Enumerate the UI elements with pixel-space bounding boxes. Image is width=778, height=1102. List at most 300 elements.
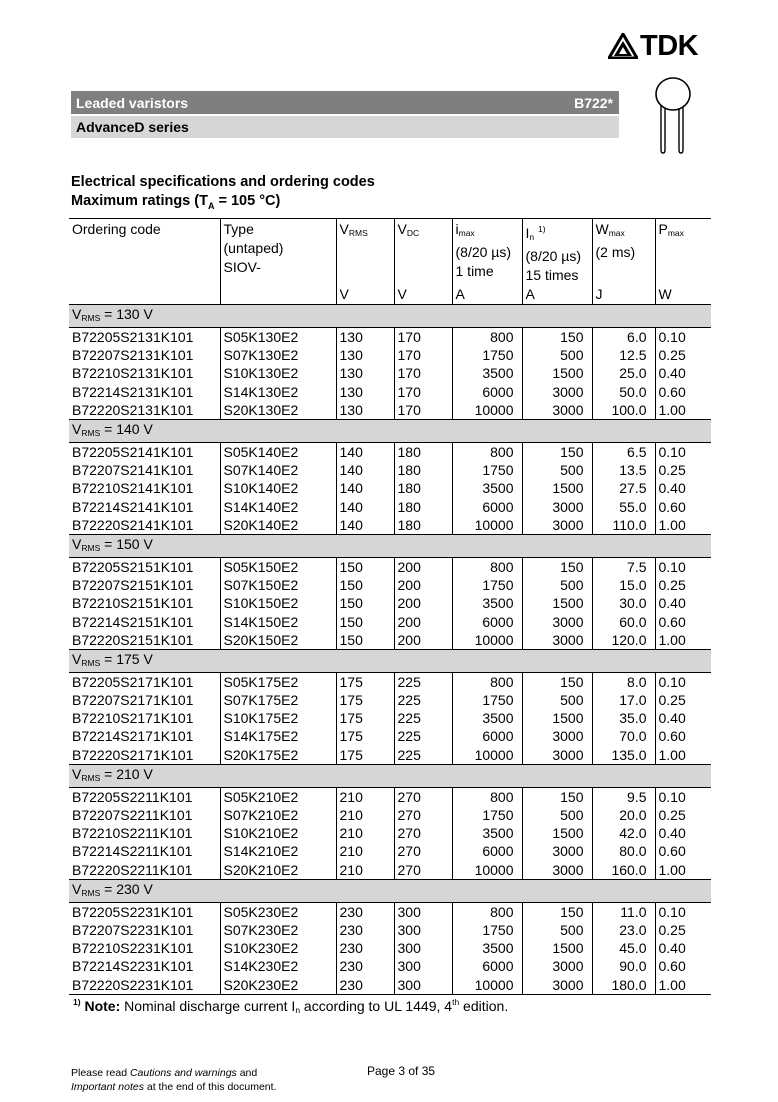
section-heading — [71, 173, 375, 216]
table-cell: 0.25 — [655, 346, 711, 364]
table-cell: 3500 — [452, 824, 522, 842]
table-row — [69, 921, 711, 939]
table-cell: 60.0 — [592, 612, 655, 630]
table-row — [69, 557, 711, 576]
table-row — [69, 576, 711, 594]
table-cell: 180 — [394, 498, 452, 516]
table-cell: 3000 — [522, 861, 592, 880]
table-row — [69, 939, 711, 957]
product-title: Leaded varistors — [76, 94, 189, 111]
table-cell: 800 — [452, 787, 522, 806]
table-cell: 6.0 — [592, 328, 655, 347]
table-cell: B72207S2141K101 — [72, 462, 194, 479]
table-cell: S20K150E2 — [220, 631, 336, 650]
table-cell: 3000 — [522, 612, 592, 630]
table-cell: S05K140E2 — [220, 442, 336, 461]
table-cell: 140 — [336, 516, 394, 535]
table-cell: B72214S2131K101 — [72, 383, 194, 400]
table-cell: 500 — [522, 461, 592, 479]
table-row — [69, 672, 711, 691]
table-cell: S14K150E2 — [220, 612, 336, 630]
table-cell: 500 — [522, 921, 592, 939]
table-cell: 10000 — [452, 401, 522, 420]
table-cell: S14K130E2 — [220, 383, 336, 401]
col-ordering-code: Ordering code — [69, 219, 220, 286]
table-cell: 6000 — [452, 727, 522, 745]
table-cell: B72214S2231K101 — [72, 958, 194, 975]
table-row — [69, 709, 711, 727]
table-cell: 140 — [336, 442, 394, 461]
table-cell: 3000 — [522, 842, 592, 860]
table-cell: 45.0 — [592, 939, 655, 957]
table-cell: 3000 — [522, 746, 592, 765]
table-cell: 1750 — [452, 346, 522, 364]
table-row — [69, 594, 711, 612]
table-cell: 23.0 — [592, 921, 655, 939]
table-row — [69, 957, 711, 975]
table-cell: B72210S2171K101 — [72, 710, 194, 727]
table-cell: 0.60 — [655, 612, 711, 630]
table-cell: B72220S2171K101 — [72, 746, 194, 763]
table-cell: B72205S2151K101 — [69, 557, 220, 576]
table-cell: 170 — [394, 383, 452, 401]
table-cell: 6000 — [452, 842, 522, 860]
table-cell: 230 — [336, 902, 394, 921]
table-cell: B72207S2131K101 — [72, 347, 194, 364]
table-row — [69, 328, 711, 347]
table-cell: S05K210E2 — [220, 787, 336, 806]
group-header-row — [69, 649, 711, 672]
table-cell: 3000 — [522, 383, 592, 401]
table-cell: 500 — [522, 346, 592, 364]
table-cell: 300 — [394, 921, 452, 939]
table-cell: 170 — [394, 401, 452, 420]
table-cell: 1500 — [522, 939, 592, 957]
table-cell: 150 — [336, 594, 394, 612]
table-cell: S10K210E2 — [220, 824, 336, 842]
table-cell: 0.25 — [655, 461, 711, 479]
table-cell: 130 — [336, 346, 394, 364]
unit-in: A — [522, 285, 592, 305]
table-row — [69, 746, 711, 765]
col-type: Type (untaped) SIOV- — [220, 219, 336, 286]
table-cell: 100.0 — [592, 401, 655, 420]
table-cell: 0.60 — [655, 498, 711, 516]
table-row — [69, 516, 711, 535]
table-cell: 90.0 — [592, 957, 655, 975]
table-cell: 1500 — [522, 709, 592, 727]
table-cell: 200 — [394, 631, 452, 650]
table-cell: 70.0 — [592, 727, 655, 745]
table-cell: 200 — [394, 557, 452, 576]
table-cell: 170 — [394, 328, 452, 347]
table-cell: 10000 — [452, 631, 522, 650]
table-cell: 175 — [336, 709, 394, 727]
tdk-triangle-icon — [608, 33, 638, 59]
table-cell: B72207S2211K101 — [72, 807, 193, 824]
table-row — [69, 479, 711, 497]
table-cell: 0.40 — [655, 824, 711, 842]
table-cell: 270 — [394, 861, 452, 880]
table-row — [69, 902, 711, 921]
unit-pmax: W — [655, 285, 711, 305]
section-title: Electrical specifications and ordering codes — [71, 174, 375, 190]
table-cell: 800 — [452, 557, 522, 576]
table-cell: 500 — [522, 806, 592, 824]
table-cell: B72207S2171K101 — [72, 692, 194, 709]
table-cell: 200 — [394, 576, 452, 594]
col-vrms: $V_{RMS}$ — [336, 219, 394, 286]
table-cell: 130 — [336, 364, 394, 382]
table-cell: B72214S2141K101 — [72, 498, 194, 515]
group-label: $V_{RMS} = 175$ V — [69, 649, 711, 672]
table-cell: 130 — [336, 328, 394, 347]
table-row — [69, 383, 711, 401]
table-cell: 175 — [336, 672, 394, 691]
table-cell: 140 — [336, 461, 394, 479]
table-cell: B72207S2231K101 — [72, 921, 194, 938]
table-row — [69, 975, 711, 994]
col-in: $I_n$ $^{1)}$ (8/20 µs) 15 times — [522, 219, 592, 286]
table-cell: 3000 — [522, 401, 592, 420]
table-cell: 3500 — [452, 709, 522, 727]
table-cell: B72210S2141K101 — [72, 480, 194, 497]
table-cell: 230 — [336, 939, 394, 957]
table-cell: 210 — [336, 842, 394, 860]
table-cell: 1750 — [452, 806, 522, 824]
table-cell: 150 — [336, 557, 394, 576]
table-cell: 6000 — [452, 498, 522, 516]
table-cell: B72210S2131K101 — [72, 365, 194, 382]
table-cell: 800 — [452, 672, 522, 691]
table-cell: 150 — [522, 902, 592, 921]
table-cell: S20K140E2 — [220, 516, 336, 535]
table-row — [69, 364, 711, 382]
group-label: $V_{RMS} = 150$ V — [69, 534, 711, 557]
table-cell: 225 — [394, 691, 452, 709]
table-cell: B72220S2151K101 — [72, 631, 194, 648]
table-cell: 3000 — [522, 498, 592, 516]
table-cell: 1.00 — [655, 516, 711, 535]
table-cell: 42.0 — [592, 824, 655, 842]
table-cell: 1.00 — [655, 861, 711, 880]
table-cell: B72214S2151K101 — [72, 613, 194, 630]
table-cell: 10000 — [452, 746, 522, 765]
table-cell: 10000 — [452, 516, 522, 535]
col-imax: $i_{max}$ (8/20 µs) 1 time — [452, 219, 522, 286]
table-cell: 0.60 — [655, 842, 711, 860]
table-row — [69, 806, 711, 824]
table-cell: 1500 — [522, 364, 592, 382]
table-cell: 225 — [394, 709, 452, 727]
table-cell: 0.40 — [655, 364, 711, 382]
table-cell: 35.0 — [592, 709, 655, 727]
table-cell: 210 — [336, 806, 394, 824]
table-cell: 210 — [336, 861, 394, 880]
table-cell: S07K210E2 — [220, 806, 336, 824]
table-cell: 55.0 — [592, 498, 655, 516]
group-header-row — [69, 764, 711, 787]
table-cell: 270 — [394, 842, 452, 860]
table-cell: 27.5 — [592, 479, 655, 497]
table-cell: 225 — [394, 727, 452, 745]
part-prefix: B722* — [574, 94, 613, 111]
table-cell: 1750 — [452, 576, 522, 594]
group-header-row — [69, 879, 711, 902]
table-cell: 15.0 — [592, 576, 655, 594]
table-cell: 7.5 — [592, 557, 655, 576]
table-cell: 175 — [336, 727, 394, 745]
table-cell: 6000 — [452, 612, 522, 630]
table-cell: 500 — [522, 576, 592, 594]
table-cell: S05K175E2 — [220, 672, 336, 691]
group-header-row — [69, 534, 711, 557]
table-cell: 230 — [336, 957, 394, 975]
varistor-illustration — [648, 76, 698, 156]
table-row — [69, 842, 711, 860]
table-cell: 0.60 — [655, 957, 711, 975]
table-cell: 0.25 — [655, 921, 711, 939]
header-bar — [71, 91, 619, 114]
table-cell: 0.60 — [655, 383, 711, 401]
table-cell: S14K175E2 — [220, 727, 336, 745]
table-cell: 225 — [394, 672, 452, 691]
table-cell: 3500 — [452, 594, 522, 612]
table-cell: S05K230E2 — [220, 902, 336, 921]
table-row — [69, 401, 711, 420]
table-cell: S07K130E2 — [220, 346, 336, 364]
table-cell: B72214S2171K101 — [72, 728, 194, 745]
table-cell: 6000 — [452, 383, 522, 401]
table-cell: 200 — [394, 612, 452, 630]
table-cell: S07K140E2 — [220, 461, 336, 479]
table-row — [69, 346, 711, 364]
brand-name: TDK — [640, 30, 699, 62]
table-cell: 0.40 — [655, 594, 711, 612]
table-cell: 180 — [394, 442, 452, 461]
table-cell: 1.00 — [655, 975, 711, 994]
table-cell: 270 — [394, 806, 452, 824]
table-row — [69, 442, 711, 461]
table-row — [69, 727, 711, 745]
section-subtitle: Maximum ratings ($T_A = 105$ °C) — [71, 193, 281, 211]
table-cell: 140 — [336, 479, 394, 497]
table-cell: 3000 — [522, 975, 592, 994]
table-cell: 0.40 — [655, 709, 711, 727]
table-cell: 180 — [394, 479, 452, 497]
table-cell: S14K210E2 — [220, 842, 336, 860]
table-cell: 1500 — [522, 824, 592, 842]
table-cell: S05K130E2 — [220, 328, 336, 347]
table-cell: 50.0 — [592, 383, 655, 401]
table-cell: S10K150E2 — [220, 594, 336, 612]
table-cell: 0.25 — [655, 806, 711, 824]
table-cell: 0.10 — [655, 328, 711, 347]
table-cell: 130 — [336, 383, 394, 401]
table-cell: 3500 — [452, 364, 522, 382]
series-bar — [71, 116, 619, 138]
footer-disclaimer: Please read Cautions and warnings and Important notes at the end of this document. — [71, 1067, 277, 1093]
table-cell: 80.0 — [592, 842, 655, 860]
table-cell: S14K230E2 — [220, 957, 336, 975]
table-cell: B72220S2211K101 — [72, 861, 193, 878]
table-cell: 3000 — [522, 957, 592, 975]
table-cell: 150 — [336, 631, 394, 650]
table-cell: 130 — [336, 401, 394, 420]
table-cell: 30.0 — [592, 594, 655, 612]
table-cell: 300 — [394, 902, 452, 921]
table-cell: 0.10 — [655, 672, 711, 691]
table-cell: 0.25 — [655, 576, 711, 594]
table-cell: 13.5 — [592, 461, 655, 479]
table-cell: 175 — [336, 746, 394, 765]
table-cell: 1.00 — [655, 631, 711, 650]
table-cell: 150 — [522, 328, 592, 347]
table-cell: S10K140E2 — [220, 479, 336, 497]
table-cell: 150 — [336, 576, 394, 594]
table-cell: B72210S2231K101 — [72, 940, 194, 957]
table-cell: 3000 — [522, 631, 592, 650]
table-cell: B72214S2211K101 — [72, 843, 193, 860]
table-cell: S05K150E2 — [220, 557, 336, 576]
table-cell: 20.0 — [592, 806, 655, 824]
table-cell: S07K150E2 — [220, 576, 336, 594]
group-label: $V_{RMS} = 130$ V — [69, 305, 711, 328]
table-cell: 0.10 — [655, 557, 711, 576]
page-number: Page 3 of 35 — [367, 1064, 436, 1078]
table-cell: 0.40 — [655, 939, 711, 957]
table-cell: 0.10 — [655, 442, 711, 461]
table-cell: B72205S2141K101 — [69, 442, 220, 461]
table-cell: 10000 — [452, 975, 522, 994]
table-cell: S10K230E2 — [220, 939, 336, 957]
table-cell: B72205S2211K101 — [69, 787, 220, 806]
table-row — [69, 861, 711, 880]
table-cell: 150 — [522, 442, 592, 461]
table-cell: 175 — [336, 691, 394, 709]
table-cell: 1.00 — [655, 401, 711, 420]
table-cell: 3000 — [522, 727, 592, 745]
table-row — [69, 787, 711, 806]
col-pmax: $P_{max}$ — [655, 219, 711, 286]
table-cell: S20K175E2 — [220, 746, 336, 765]
table-cell: S07K175E2 — [220, 691, 336, 709]
table-cell: 140 — [336, 498, 394, 516]
col-vdc: $V_{DC}$ — [394, 219, 452, 286]
table-cell: 1.00 — [655, 746, 711, 765]
table-cell: 200 — [394, 594, 452, 612]
table-cell: 170 — [394, 346, 452, 364]
table-cell: 225 — [394, 746, 452, 765]
table-cell: 180 — [394, 516, 452, 535]
table-cell: 110.0 — [592, 516, 655, 535]
table-cell: 1750 — [452, 461, 522, 479]
table-cell: 6.5 — [592, 442, 655, 461]
table-cell: 0.25 — [655, 691, 711, 709]
table-cell: 0.10 — [655, 787, 711, 806]
table-cell: S07K230E2 — [220, 921, 336, 939]
table-row — [69, 461, 711, 479]
table-cell: 300 — [394, 975, 452, 994]
table-cell: 8.0 — [592, 672, 655, 691]
table-cell: 1750 — [452, 691, 522, 709]
table-row — [69, 498, 711, 516]
table-cell: 0.60 — [655, 727, 711, 745]
table-cell: 800 — [452, 328, 522, 347]
table-cell: 10000 — [452, 861, 522, 880]
group-header-row — [69, 305, 711, 328]
table-cell: B72220S2141K101 — [72, 516, 194, 533]
group-label: $V_{RMS} = 210$ V — [69, 764, 711, 787]
group-label: $V_{RMS} = 230$ V — [69, 879, 711, 902]
table-cell: 12.5 — [592, 346, 655, 364]
table-cell: B72207S2151K101 — [72, 577, 194, 594]
table-cell: 500 — [522, 691, 592, 709]
table-cell: 0.40 — [655, 479, 711, 497]
table-cell: B72210S2151K101 — [72, 595, 194, 612]
spec-table — [69, 218, 711, 995]
table-cell: S20K210E2 — [220, 861, 336, 880]
table-cell: B72205S2231K101 — [69, 902, 220, 921]
table-cell: 150 — [522, 787, 592, 806]
table-cell: 170 — [394, 364, 452, 382]
table-cell: 150 — [522, 557, 592, 576]
table-cell: 6000 — [452, 957, 522, 975]
table-cell: 180.0 — [592, 975, 655, 994]
table-cell: 150 — [336, 612, 394, 630]
table-cell: S10K130E2 — [220, 364, 336, 382]
table-cell: B72220S2131K101 — [72, 401, 194, 418]
table-row — [69, 631, 711, 650]
table-row — [69, 612, 711, 630]
table-cell: 3000 — [522, 516, 592, 535]
table-cell: 9.5 — [592, 787, 655, 806]
table-cell: 210 — [336, 824, 394, 842]
table-cell: 800 — [452, 902, 522, 921]
table-cell: S20K230E2 — [220, 975, 336, 994]
table-cell: 17.0 — [592, 691, 655, 709]
table-row — [69, 824, 711, 842]
table-cell: 11.0 — [592, 902, 655, 921]
table-cell: S14K140E2 — [220, 498, 336, 516]
table-cell: 210 — [336, 787, 394, 806]
unit-vrms: V — [336, 285, 394, 305]
table-cell: 230 — [336, 921, 394, 939]
table-cell: 180 — [394, 461, 452, 479]
table-cell: 1500 — [522, 479, 592, 497]
table-cell: 300 — [394, 957, 452, 975]
table-cell: 25.0 — [592, 364, 655, 382]
unit-imax: A — [452, 285, 522, 305]
table-cell: 270 — [394, 787, 452, 806]
table-cell: 150 — [522, 672, 592, 691]
series-title: AdvanceD series — [76, 119, 189, 135]
group-header-row — [69, 419, 711, 442]
table-cell: 0.10 — [655, 902, 711, 921]
table-cell: 135.0 — [592, 746, 655, 765]
table-cell: B72210S2211K101 — [72, 825, 193, 842]
footnote: $^{1)}$ Note: Nominal discharge current $I_n$ according to UL 1449, 4th edition. — [73, 997, 509, 1015]
table-cell: 1500 — [522, 594, 592, 612]
tdk-logo — [608, 32, 698, 60]
table-cell: S20K130E2 — [220, 401, 336, 420]
table-cell: 1750 — [452, 921, 522, 939]
table-cell: B72205S2171K101 — [69, 672, 220, 691]
col-wmax: $W_{max}$ (2 ms) — [592, 219, 655, 286]
table-cell: 3500 — [452, 939, 522, 957]
unit-vdc: V — [394, 285, 452, 305]
table-cell: S10K175E2 — [220, 709, 336, 727]
